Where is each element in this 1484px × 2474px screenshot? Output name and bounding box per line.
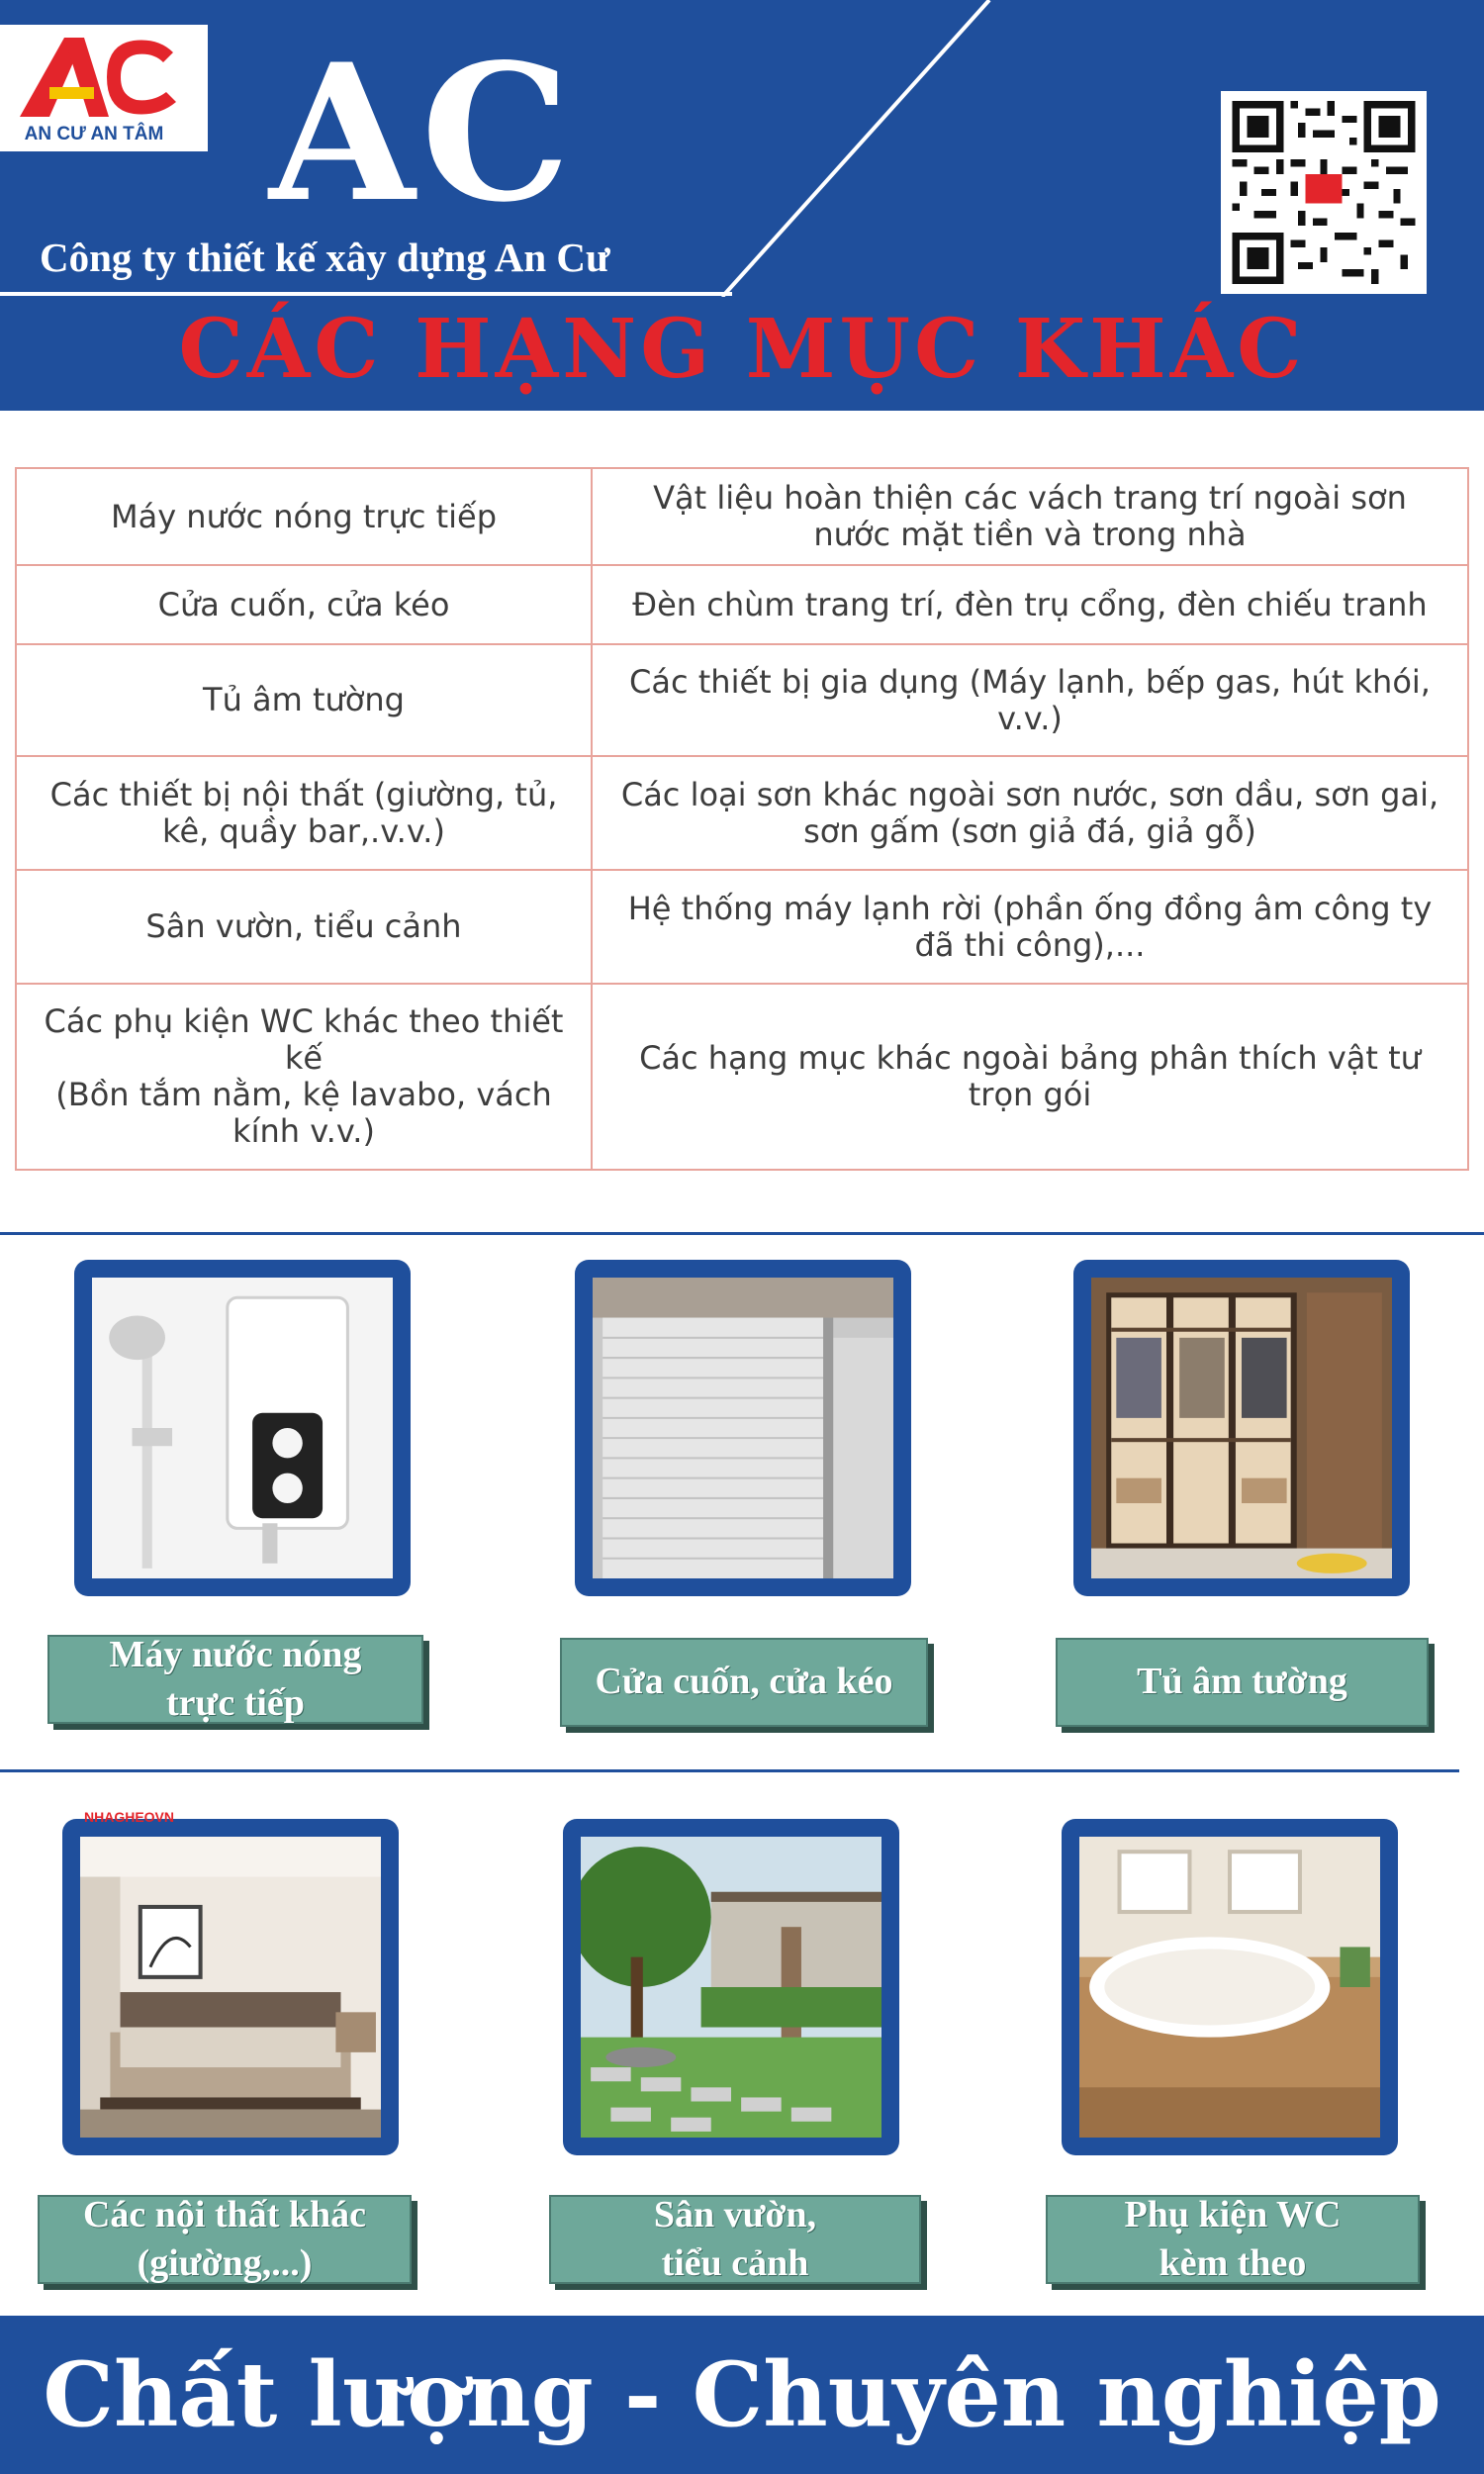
table-cell: Vật liệu hoàn thiện các vách trang trí ngoài sơn nước mặt tiền và trong nhà bbox=[592, 468, 1468, 565]
table-cell: Đèn chùm trang trí, đèn trụ cổng, đèn chiếu tranh bbox=[592, 565, 1468, 644]
qr-code-icon bbox=[1231, 101, 1417, 284]
gallery-photo-bathtub[interactable] bbox=[1062, 1819, 1398, 2155]
items-table bbox=[15, 467, 1469, 1171]
table-cell: Các loại sơn khác ngoài sơn nước, sơn dầu, sơn gai, sơn gấm (sơn giả đá, giả gỗ) bbox=[592, 756, 1468, 870]
footer-slogan: Chất lượng - Chuyên nghiệp bbox=[43, 2342, 1441, 2447]
caption-garden: Sân vườn, tiểu cảnh bbox=[549, 2195, 921, 2284]
divider-top bbox=[0, 1232, 1484, 1235]
caption-rolling-door: Cửa cuốn, cửa kéo bbox=[560, 1638, 928, 1727]
table-row bbox=[16, 984, 1468, 1170]
table-row bbox=[16, 468, 1468, 565]
section-title: CÁC HẠNG MỤC KHÁC bbox=[178, 302, 1306, 397]
table-cell: Tủ âm tường bbox=[16, 644, 592, 756]
table-row bbox=[16, 870, 1468, 984]
table-cell: Hệ thống máy lạnh rời (phần ống đồng âm công ty đã thi công),... bbox=[592, 870, 1468, 984]
table-row bbox=[16, 756, 1468, 870]
divider-middle bbox=[0, 1769, 1459, 1772]
gallery-photo-garden[interactable] bbox=[563, 1819, 899, 2155]
bedroom-photo-icon bbox=[80, 1837, 381, 2138]
caption-wardrobe: Tủ âm tường bbox=[1056, 1638, 1429, 1727]
gallery-photo-bedroom[interactable]: NHAGHEOVN bbox=[62, 1819, 399, 2155]
caption-bedroom: Các nội thất khác (giường,...) bbox=[38, 2195, 412, 2284]
footer bbox=[0, 2316, 1484, 2474]
rolling-door-photo-icon bbox=[593, 1278, 893, 1578]
gallery-photo-rolling-door[interactable] bbox=[575, 1260, 911, 1596]
qr-code[interactable] bbox=[1221, 91, 1427, 294]
table-cell: Các hạng mục khác ngoài bảng phân thích vật tư trọn gói bbox=[592, 984, 1468, 1170]
table-row bbox=[16, 565, 1468, 644]
table-cell: Các thiết bị nội thất (giường, tủ, kê, quầy bar,.v.v.) bbox=[16, 756, 592, 870]
ac-logo-icon bbox=[10, 33, 188, 122]
wardrobe-photo-icon bbox=[1091, 1278, 1392, 1578]
header bbox=[0, 0, 1484, 411]
table-cell: Máy nước nóng trực tiếp bbox=[16, 468, 592, 565]
logo-caption: AN CƯ AN TÂM bbox=[24, 124, 164, 144]
water-heater-photo-icon bbox=[92, 1278, 393, 1578]
table-cell: Các phụ kiện WC khác theo thiết kế (Bồn tắm nằm, kệ lavabo, vách kính v.v.) bbox=[16, 984, 592, 1170]
caption-bathtub: Phụ kiện WC kèm theo bbox=[1046, 2195, 1420, 2284]
table-cell: Cửa cuốn, cửa kéo bbox=[16, 565, 592, 644]
table-cell: Các thiết bị gia dụng (Máy lạnh, bếp gas, hút khói, v.v.) bbox=[592, 644, 1468, 756]
caption-water-heater: Máy nước nóng trực tiếp bbox=[47, 1635, 423, 1724]
gallery-photo-water-heater[interactable] bbox=[74, 1260, 411, 1596]
brand-title: AC bbox=[269, 23, 577, 243]
gallery-photo-wardrobe[interactable] bbox=[1073, 1260, 1410, 1596]
table-row bbox=[16, 644, 1468, 756]
company-name: Công ty thiết kế xây dựng An Cư bbox=[40, 235, 610, 280]
company-logo bbox=[0, 25, 208, 151]
garden-photo-icon bbox=[581, 1837, 881, 2138]
bathtub-photo-icon bbox=[1079, 1837, 1380, 2138]
table-cell: Sân vườn, tiểu cảnh bbox=[16, 870, 592, 984]
